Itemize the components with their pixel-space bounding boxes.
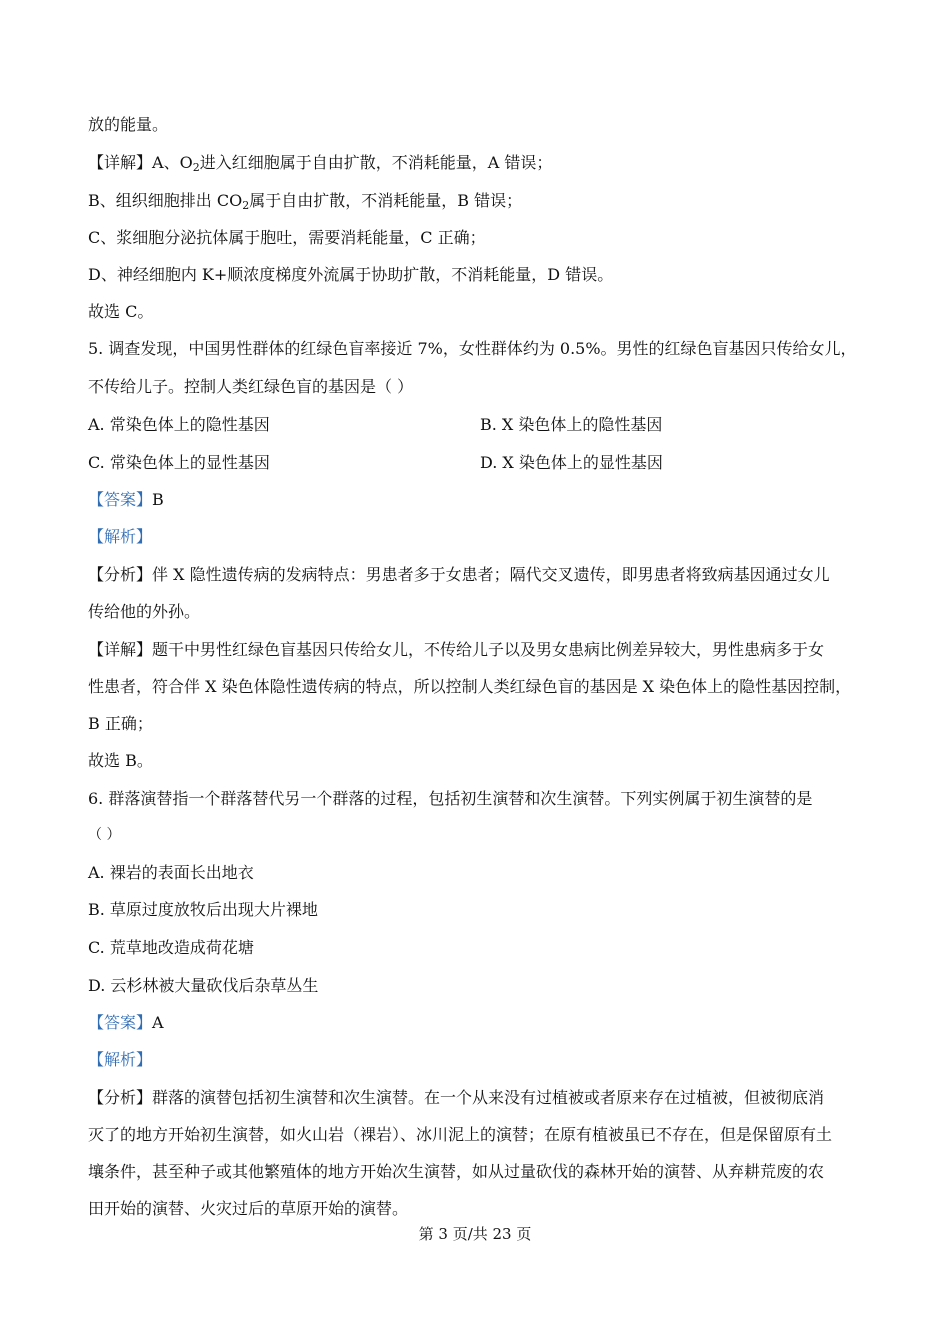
choose-line: 故选 C。 xyxy=(88,302,154,321)
q5-option-d: D. X 染色体上的显性基因 xyxy=(480,453,663,472)
q5-stem-cont: 不传给儿子。控制人类红绿色盲的基因是（ ） xyxy=(88,377,414,396)
q6-stem: 6. 群落演替指一个群落替代另一个群落的过程，包括初生演替和次生演替。下列实例属于初生演替的是 xyxy=(88,789,813,808)
q6-option-b: B. 草原过度放牧后出现大片裸地 xyxy=(88,900,318,919)
q6-analysis-tag: 【解析】 xyxy=(88,1050,153,1069)
q6-analysis-2: 灭了的地方开始初生演替，如火山岩（裸岩）、冰川泥上的演替；在原有植被虽已不存在，但是保留原有土 xyxy=(88,1125,833,1144)
q6-option-d: D. 云杉林被大量砍伐后杂草丛生 xyxy=(88,976,319,995)
q6-analysis-1: 【分析】群落的演替包括初生演替和次生演替。在一个从来没有过植被或者原来存在过植被，但被彻底消 xyxy=(88,1088,825,1107)
detail-line-a: 【详解】A、$O_2$进入红细胞属于自由扩散，不消耗能量，A 错误； xyxy=(88,153,553,174)
q5-stem: 5. 调查发现，中国男性群体的红绿色盲率接近 7%，女性群体约为 0.5%。男性的红绿色盲基因只传给女儿， xyxy=(88,339,857,358)
q5-analysis-1: 【分析】伴 X 隐性遗传病的发病特点：男患者多于女患者；隔代交叉遗传，即男患者将致病基因通过女儿 xyxy=(88,565,830,584)
answer-tag: 【答案】 xyxy=(88,1013,153,1032)
q5-option-c: C. 常染色体上的显性基因 xyxy=(88,453,270,472)
detail-line-c: C、浆细胞分泌抗体属于胞吐，需要消耗能量，C 正确； xyxy=(88,228,486,247)
detail-tag: 【详解】 xyxy=(88,153,153,172)
q6-option-c: C. 荒草地改造成荷花塘 xyxy=(88,938,254,957)
q5-option-b: B. X 染色体上的隐性基因 xyxy=(480,415,663,434)
q6-stem-cont: （ ） xyxy=(88,827,121,843)
q5-detail-3: B 正确； xyxy=(88,714,153,733)
q5-answer: 【答案】B xyxy=(88,490,164,509)
q5-analysis-2: 传给他的外孙。 xyxy=(88,602,201,621)
q6-answer: 【答案】A xyxy=(88,1013,164,1032)
continued-text: 放的能量。 xyxy=(88,115,169,134)
detail-line-b: B、组织细胞排出 $CO_2$属于自由扩散，不消耗能量，B 错误； xyxy=(88,191,523,212)
page-footer: 第 3 页/共 23 页 xyxy=(418,1225,532,1243)
detail-line-d: D、神经细胞内 K+顺浓度梯度外流属于协助扩散，不消耗能量，D 错误。 xyxy=(88,265,614,284)
q5-choose: 故选 B。 xyxy=(88,751,153,770)
q5-detail-2: 性患者，符合伴 X 染色体隐性遗传病的特点，所以控制人类红绿色盲的基因是 X 染色体上的隐性基因控制， xyxy=(88,677,852,696)
answer-tag: 【答案】 xyxy=(88,490,153,509)
q6-option-a: A. 裸岩的表面长出地衣 xyxy=(88,863,254,882)
q6-analysis-4: 田开始的演替、火灾过后的草原开始的演替。 xyxy=(88,1199,409,1218)
q6-analysis-3: 壤条件，甚至种子或其他繁殖体的地方开始次生演替，如从过量砍伐的森林开始的演替、从弃耕荒废的农 xyxy=(88,1162,825,1181)
q5-detail-1: 【详解】题干中男性红绿色盲基因只传给女儿，不传给儿子以及男女患病比例差异较大，男性患病多于女 xyxy=(88,640,825,659)
q5-analysis-tag: 【解析】 xyxy=(88,527,153,546)
q5-option-a: A. 常染色体上的隐性基因 xyxy=(88,415,270,434)
